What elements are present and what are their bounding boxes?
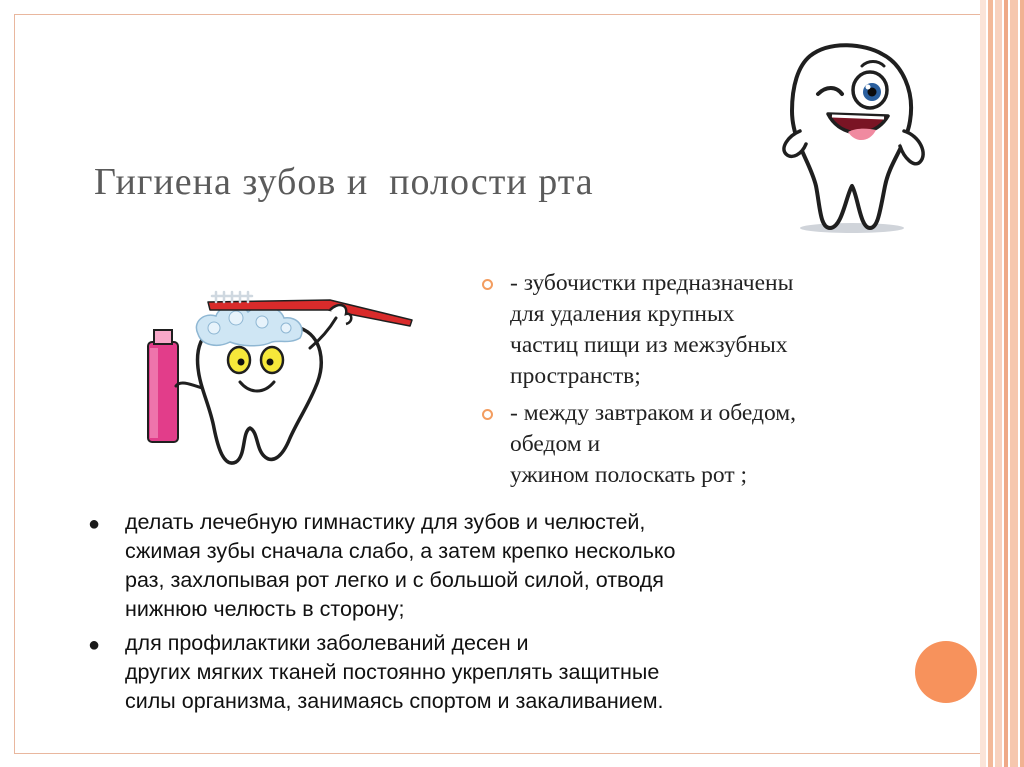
- ring-bullet-icon: [482, 279, 493, 290]
- list-item: [480, 268, 920, 392]
- list-item: [480, 398, 920, 491]
- bullet-dot-icon: ●: [88, 634, 101, 656]
- list-item-text: - зубочистки предназначены для удаления крупных частиц пищи из межзубных пространств;: [510, 270, 794, 389]
- tooth-with-toothbrush-illustration: [140, 288, 415, 473]
- decorative-orange-circle: [915, 641, 977, 703]
- list-item: [88, 508, 908, 624]
- ring-bullet-icon: [482, 409, 493, 420]
- list-item: [88, 629, 908, 716]
- main-bullet-list: [88, 508, 908, 721]
- list-item-text: для профилактики заболеваний десен и других мягких тканей постоянно укреплять защитные силы организма, занимаясь спортом и закаливанием.: [125, 631, 664, 713]
- decorative-side-stripes: [980, 0, 1024, 767]
- list-item-text: делать лечебную гимнастику для зубов и челюстей, сжимая зубы сначала слабо, а затем крепко несколько раз, захлопывая рот легко и с большой силой, отводя нижнюю челюсть в сторону;: [125, 510, 676, 621]
- bullet-dot-icon: ●: [88, 513, 101, 535]
- list-item-text: - между завтраком и обедом, обедом и ужином полоскать рот ;: [510, 400, 797, 488]
- winking-tooth-illustration: [770, 36, 930, 236]
- slide-title: Гигиена зубов и полости рта: [94, 161, 594, 203]
- right-bullet-list: [480, 268, 920, 497]
